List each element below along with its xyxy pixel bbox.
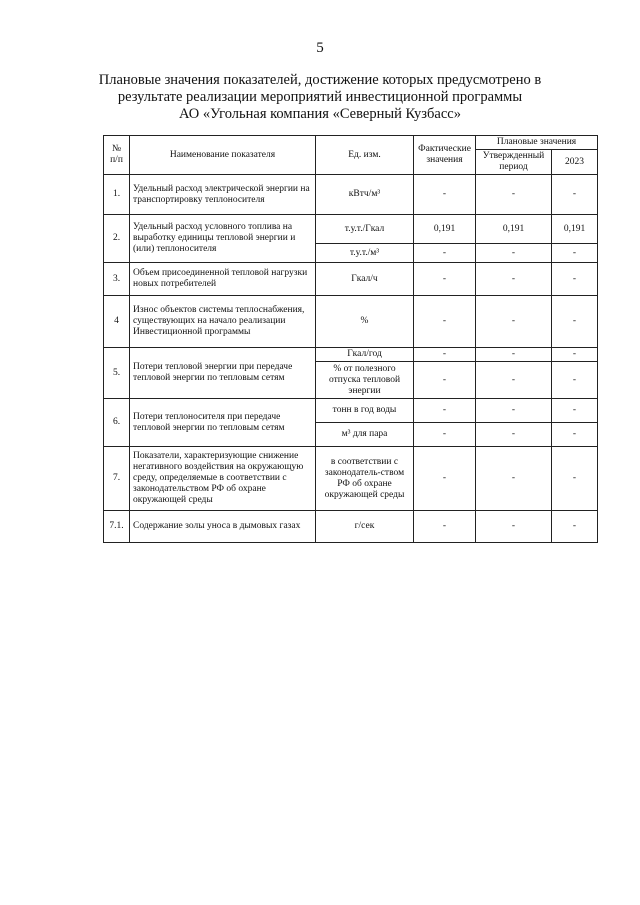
page-number: 5: [316, 40, 324, 56]
header-year: 2023: [552, 150, 598, 175]
row-actual: -: [414, 175, 476, 215]
row-num: 2.: [104, 215, 130, 263]
row-year: -: [552, 348, 598, 362]
row-unit: т.у.т./м³: [316, 244, 414, 263]
row-approved: -: [476, 348, 552, 362]
row-unit: Гкал/ч: [316, 263, 414, 296]
row-year: -: [552, 244, 598, 263]
table-row: [104, 399, 598, 423]
row-year: -: [552, 296, 598, 348]
row-unit: кВтч/м³: [316, 175, 414, 215]
row-approved: 0,191: [476, 215, 552, 244]
row-unit: м³ для пара: [316, 423, 414, 447]
row-name: Удельный расход электрической энергии на транспортировку теплоносителя: [130, 175, 316, 215]
header-planned: Плановые значения: [476, 136, 598, 150]
row-approved: -: [476, 511, 552, 543]
header-unit: Ед. изм.: [316, 136, 414, 175]
row-unit: г/сек: [316, 511, 414, 543]
row-year: 0,191: [552, 215, 598, 244]
header-approved: Утвержденный период: [476, 150, 552, 175]
row-actual: -: [414, 263, 476, 296]
row-unit: тонн в год воды: [316, 399, 414, 423]
row-actual: -: [414, 296, 476, 348]
row-year: -: [552, 362, 598, 399]
row-unit: Гкал/год: [316, 348, 414, 362]
row-name: Объем присоединенной тепловой нагрузки новых потребителей: [130, 263, 316, 296]
indicators-table: [103, 135, 598, 543]
row-actual: -: [414, 244, 476, 263]
row-name: Износ объектов системы теплоснабжения, существующих на начало реализации Инвестиционной программы: [130, 296, 316, 348]
title-line-1: Плановые значения показателей, достижение которых предусмотрено в: [98, 72, 542, 88]
row-actual: 0,191: [414, 215, 476, 244]
row-approved: -: [476, 362, 552, 399]
row-year: -: [552, 447, 598, 511]
row-actual: -: [414, 447, 476, 511]
row-num: 5.: [104, 348, 130, 399]
row-actual: -: [414, 362, 476, 399]
row-approved: -: [476, 423, 552, 447]
row-year: -: [552, 423, 598, 447]
table-row: [104, 511, 598, 543]
row-name: Потери тепловой энергии при передаче тепловой энергии по тепловым сетям: [130, 348, 316, 399]
row-approved: -: [476, 263, 552, 296]
row-approved: -: [476, 399, 552, 423]
row-name: Удельный расход условного топлива на выработку единицы тепловой энергии и (или) теплоносителя: [130, 215, 316, 263]
row-year: -: [552, 511, 598, 543]
table-row: [104, 348, 598, 362]
table-row: [104, 263, 598, 296]
row-year: -: [552, 263, 598, 296]
row-approved: -: [476, 296, 552, 348]
title-line-2: результате реализации мероприятий инвестиционной программы: [117, 89, 523, 105]
row-unit: %: [316, 296, 414, 348]
row-year: -: [552, 175, 598, 215]
row-num: 3.: [104, 263, 130, 296]
row-unit: в соответствии с законодатель-ством РФ об охране окружающей среды: [316, 447, 414, 511]
row-approved: -: [476, 447, 552, 511]
row-approved: -: [476, 244, 552, 263]
title-line-3: АО «Угольная компания «Северный Кузбасс»: [179, 106, 461, 122]
row-unit: т.у.т./Гкал: [316, 215, 414, 244]
row-approved: -: [476, 175, 552, 215]
document-title: [60, 72, 580, 123]
row-actual: -: [414, 423, 476, 447]
row-num: 7.: [104, 447, 130, 511]
table-row: [104, 175, 598, 215]
header-num: № п/п: [104, 136, 130, 175]
row-year: -: [552, 399, 598, 423]
row-name: Потери теплоносителя при передаче тепловой энергии по тепловым сетям: [130, 399, 316, 447]
row-actual: -: [414, 511, 476, 543]
row-num: 6.: [104, 399, 130, 447]
header-actual: Фактические значения: [414, 136, 476, 175]
row-name: Содержание золы уноса в дымовых газах: [130, 511, 316, 543]
row-num: 7.1.: [104, 511, 130, 543]
table-row: [104, 296, 598, 348]
table-row: [104, 447, 598, 511]
row-actual: -: [414, 399, 476, 423]
row-actual: -: [414, 348, 476, 362]
header-name: Наименование показателя: [130, 136, 316, 175]
row-num: 4: [104, 296, 130, 348]
table-row: [104, 215, 598, 244]
row-unit: % от полезного отпуска тепловой энергии: [316, 362, 414, 399]
row-name: Показатели, характеризующие снижение негативного воздействия на окружающую среду, определяемые в соответствии с законодательством РФ об охране окружающей среды: [130, 447, 316, 511]
row-num: 1.: [104, 175, 130, 215]
